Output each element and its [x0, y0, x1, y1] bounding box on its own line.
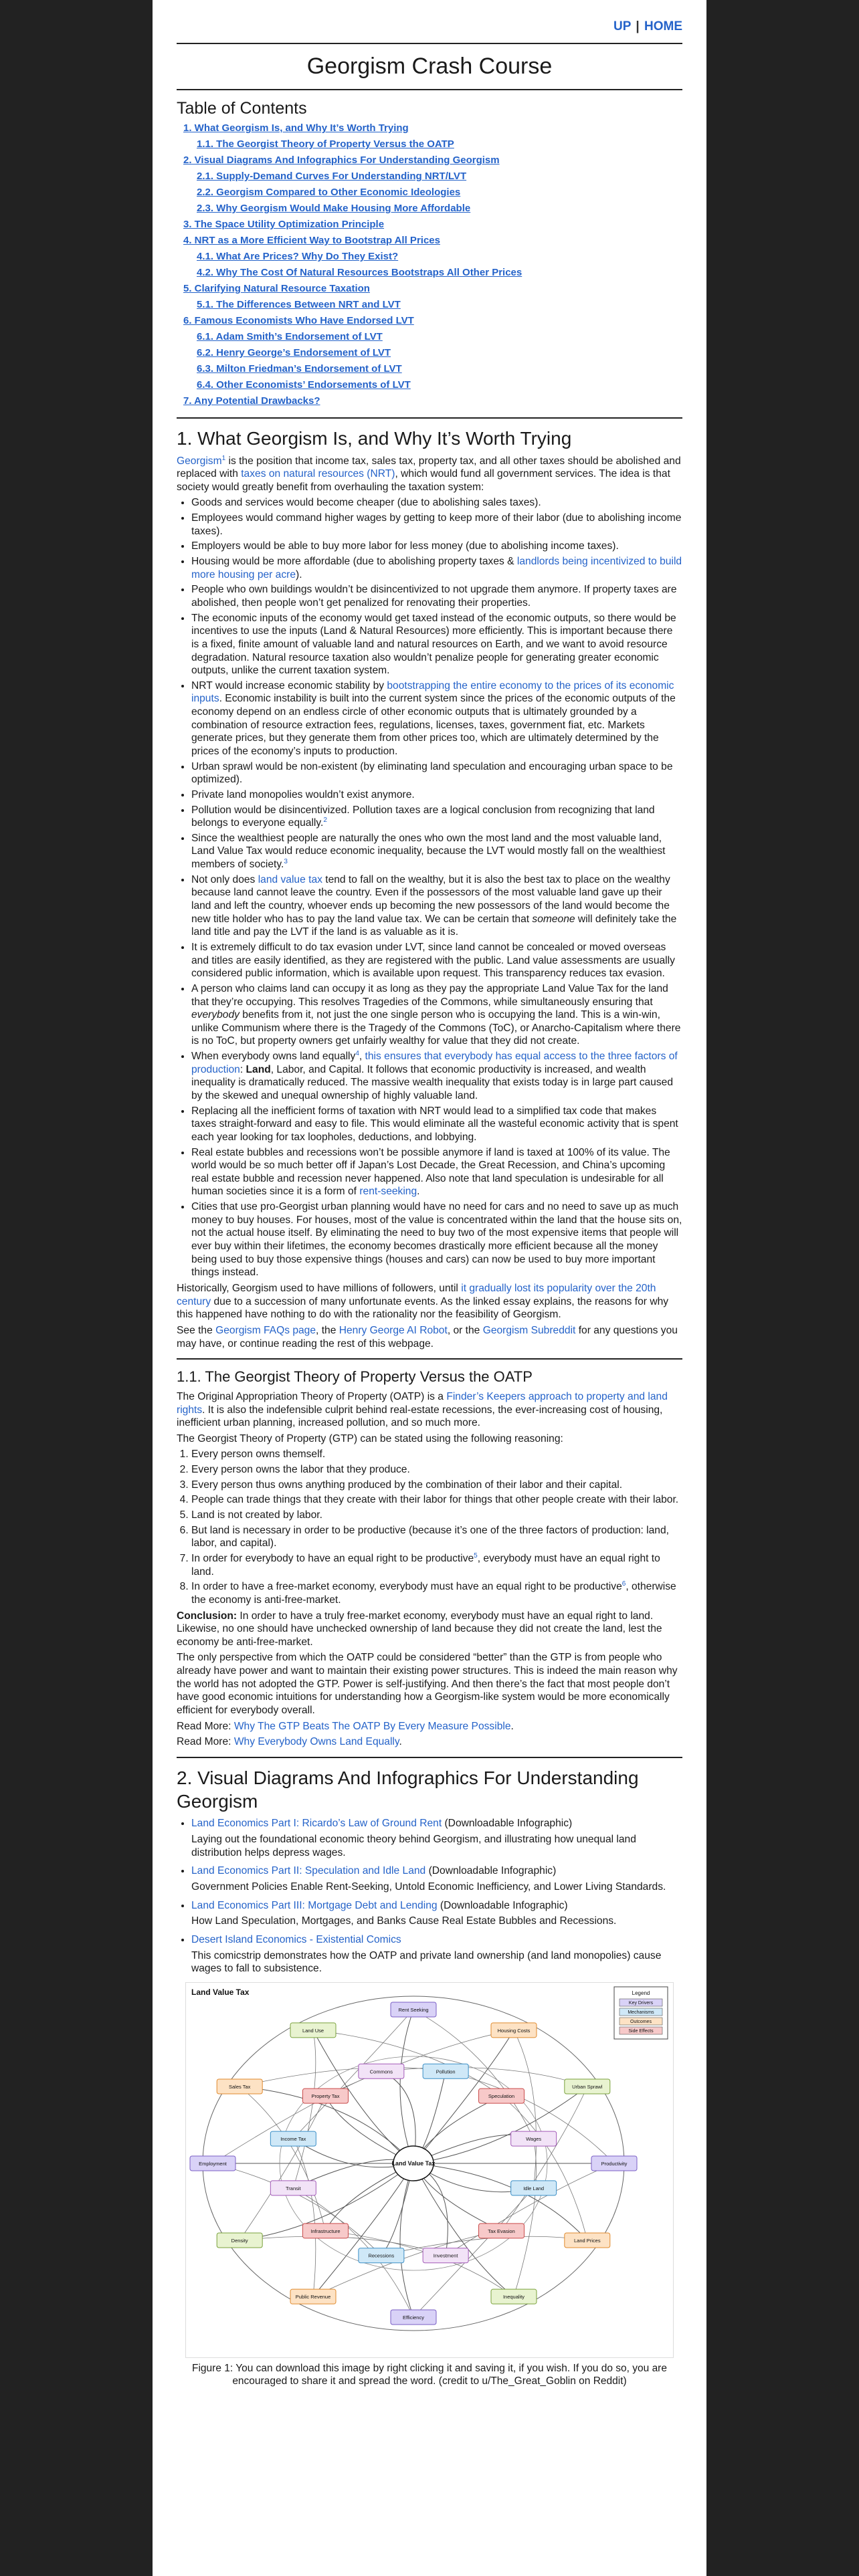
diagram-node-label: Idle Land — [523, 2185, 545, 2191]
toc-link[interactable]: 1. What Georgism Is, and Why It’s Worth Trying — [183, 122, 409, 134]
table-of-contents — [177, 120, 682, 409]
list-item: • Private land monopolies wouldn’t exist anymore. — [191, 788, 682, 802]
diagram-node-label: Land Prices — [574, 2237, 601, 2244]
toc-item — [177, 152, 682, 169]
list-item: 2. Every person owns the labor that they produce. — [191, 1463, 682, 1477]
diagram-center-label: Land Value Tax — [391, 2159, 436, 2167]
diagram-node-label: Sales Tax — [228, 2083, 251, 2090]
page-title: Georgism Crash Course — [306, 53, 553, 79]
list-item: 1. Every person owns themself. — [191, 1448, 682, 1461]
toc-link[interactable]: 2.2. Georgism Compared to Other Economic Ideologies — [197, 187, 461, 199]
power-paragraph: The only perspective from which the OATP could be considered “better” than the GTP is from people who already have power and want to maintain their existing power structures. This is indeed the main reason why the world has not adopted the GTP. Power is self-justifying. And then there’s the fact that most people don’t have good economic intuitions for understanding how a Georgism-like system would be more economically efficient for everybody overall. — [177, 1652, 678, 1716]
section-1-heading: 1. What Georgism Is, and Why It’s Worth Trying — [177, 428, 572, 449]
diagram-node-label: Inequality — [502, 2294, 525, 2300]
diagram-node-label: Land Use — [302, 2027, 324, 2034]
divider — [177, 1358, 682, 1360]
diagram-node-label: Commons — [369, 2068, 393, 2075]
toc-link[interactable]: 2.3. Why Georgism Would Make Housing More Affordable — [197, 203, 471, 215]
list-item: • Employers would be able to buy more labor for less money (due to abolishing income taxes). — [191, 540, 682, 553]
conclusion-paragraph: Conclusion: In order to have a truly free-market economy, everybody must have an equal right to land. Likewise, no one should have unchecked ownership of land because they did not create the land, lest the economy be anti-free-market. — [177, 1610, 662, 1648]
toc-link[interactable]: 4. NRT as a More Efficient Way to Bootstrap All Prices — [183, 235, 440, 247]
diagram-node-label: Public Revenue — [295, 2294, 331, 2300]
top-nav — [177, 19, 682, 35]
toc-link[interactable]: 4.1. What Are Prices? Why Do They Exist? — [197, 251, 399, 263]
diagram-node-label: Rent Seeking — [398, 2006, 429, 2013]
toc-item — [177, 136, 682, 152]
toc-item — [177, 185, 682, 201]
list-item: • When everybody owns land equally$^4$, this ensures that everybody has equal access to the three factors of production: Land, Labor, and Capital. It follows that economic productivity is increased, and wealth inequality is dramatically reduced. The massive wealth inequality that exists today is in large part caused by the skewed and unequal ownership of highly valuable land. — [191, 1050, 682, 1103]
list-item: • Employees would command higher wages by getting to keep more of their labor (due to abolishing income taxes). — [191, 512, 682, 538]
toc-item — [177, 345, 682, 361]
diagram-node-label: Pollution — [436, 2068, 456, 2075]
infographic-link[interactable]: Desert Island Economics - Existential Comics — [191, 1933, 401, 1945]
list-item: • Land Economics Part III: Mortgage Debt and Lending (Downloadable Infographic) How Land Speculation, Mortgages, and Banks Cause Real Estate Bubbles and Recessions. — [191, 1899, 682, 1928]
diagram-legend-label: Outcomes — [630, 2019, 652, 2024]
toc-item — [177, 265, 682, 281]
toc-item — [177, 201, 682, 217]
list-item: 4. People can trade things that they create with their labor for things that other people create with their labor. — [191, 1493, 682, 1507]
list-item: 5. Land is not created by labor. — [191, 1509, 682, 1522]
section-2-heading: 2. Visual Diagrams And Infographics For Understanding Georgism — [177, 1767, 639, 1812]
list-item: 7. In order for everybody to have an equal right to be productive$^5$, everybody must have an equal right to land. — [191, 1552, 682, 1578]
toc-link[interactable]: 6. Famous Economists Who Have Endorsed LVT — [183, 315, 414, 327]
nav-home-link[interactable]: HOME — [644, 19, 682, 33]
read-more: Read More: Why Everybody Owns Land Equally. — [177, 1736, 402, 1748]
gtp-beats-oatp-link[interactable]: Why The GTP Beats The OATP By Every Measure Possible — [233, 1720, 511, 1732]
footnote-ref[interactable]: 2 — [323, 817, 327, 824]
infographic-link[interactable]: Land Economics Part III: Mortgage Debt and Lending — [191, 1899, 438, 1911]
toc-link[interactable]: 2.1. Supply-Demand Curves For Understanding NRT/LVT — [197, 171, 467, 183]
list-item: • Not only does land value tax tend to fall on the wealthy, but it is also the best tax to place on the wealthy because land cannot leave the country. Even if the possessors of the most valuable land gave up their land and left the country, whoever ends up becoming the new possessors of the land would become the new title holder who has to pay the land value tax. We can be certain that someone will definitely take the land title and pay the LVT if the land is as valuable as it is. — [191, 873, 682, 939]
faq-link[interactable]: Georgism FAQs page — [215, 1324, 316, 1336]
toc-item — [177, 377, 682, 393]
footnote-ref[interactable]: 5 — [474, 1551, 478, 1560]
divider — [177, 43, 682, 44]
list-item: • Desert Island Economics - Existential Comics This comicstrip demonstrates how the OATP and private land ownership (and land monopolies) cause wages to fall to subsistence. — [191, 1933, 682, 1975]
diagram-legend-label: Mechanisms — [628, 2010, 654, 2015]
list-item: • Housing would be more affordable (due to abolishing property taxes & landlords being incentivized to build more housing per acre). — [191, 555, 682, 581]
diagram-node-label: Transit — [286, 2185, 301, 2191]
diagram-legend-label: Side Effects — [628, 2028, 654, 2034]
diagram-node-label: Density — [231, 2237, 248, 2244]
list-item: • The economic inputs of the economy would get taxed instead of the economic outputs, so there would be incentives to use the inputs (Land & Natural Resources) more efficiently. This is important because there is a fixed, finite amount of valuable land and natural resources on Earth, and we want to avoid resource degradation. Natural resource taxation also wouldn’t penalize people for generating greater economic outputs, unlike the current taxation system. — [191, 612, 682, 677]
section-1-intro: Georgism$^1$ is the position that income tax, sales tax, property tax, and all other taxes should be abolished and replaced with taxes on natural resources (NRT), which would fund all government services. The idea is that society would greatly benefit from overhauling the taxation system: — [177, 454, 681, 493]
list-item: • Replacing all the inefficient forms of taxation with NRT would lead to a simplified tax code that makes taxes straight-forward and easy to file. This would eliminate all the wasteful economic activity that is spent each year looking for tax loopholes, deductions, and lobbying. — [191, 1105, 682, 1144]
toc-link[interactable]: 3. The Space Utility Optimization Principle — [183, 219, 385, 231]
diagram-node-label: Recessions — [368, 2252, 395, 2259]
toc-link[interactable]: 4.2. Why The Cost Of Natural Resources Bootstraps All Other Prices — [197, 267, 522, 279]
oatp-paragraph: The Original Appropriation Theory of Property (OATP) is a Finder’s Keepers approach to property and land rights. It is also the indefensible culprit behind real-estate recessions, the ever-increasing cost of housing, inefficient urban planning, increased pollution, and so much more. — [177, 1390, 668, 1429]
figure-1 — [177, 1982, 682, 2388]
divider — [177, 89, 682, 90]
footnote-ref[interactable]: 4 — [355, 1049, 359, 1057]
toc-item — [177, 120, 682, 136]
toc-item — [177, 281, 682, 297]
subreddit-link[interactable]: Georgism Subreddit — [482, 1324, 576, 1336]
diagram-title: Land Value Tax — [191, 1987, 250, 1997]
list-item: • Cities that use pro-Georgist urban planning would have no need for cars and no need to save up as much money to buy houses. For houses, most of the value is concentrated within the land that the house sits on, not the actual house itself. By eliminating the need to buy two of the most expensive items that people will ever buy within their lifetimes, the economy becomes drastically more efficient because all the money being used to buy those expensive things (houses and cars) can now be used to buy more important things instead. — [191, 1200, 682, 1279]
toc-item — [177, 313, 682, 329]
infographic-link[interactable]: Land Economics Part II: Speculation and Idle Land — [191, 1865, 426, 1877]
page — [153, 0, 706, 2576]
finders-keepers-link[interactable]: Finder’s Keepers approach to property and land rights — [177, 1390, 668, 1416]
infographics-list — [177, 1817, 682, 1975]
gtp-reasoning-list — [177, 1448, 682, 1606]
toc-link[interactable]: 6.1. Adam Smith’s Endorsement of LVT — [197, 331, 383, 343]
list-item: • Real estate bubbles and recessions won’t be possible anymore if land is taxed at 100% of its value. The world would be so much better off if Japan’s Lost Decade, the Great Recession, and China’s upcoming real estate bubble and recession never happened. Also note that land speculation is undesirable for all human societies since it is a form of rent-seeking. — [191, 1146, 682, 1199]
list-item: • A person who claims land can occupy it as long as they pay the appropriate Land Value Tax for the land that they’re occupying. This resolves Tragedies of the Commons, while simultaneously ensuring that everybody benefits from it, not just the one single person who is occupying the land. This is a win-win, unlike Communism where there is the Tragedy of the Commons (ToC), or Anarcho-Capitalism where there is no ToC, but property owners get unfairly wealthy for value that they did not create. — [191, 982, 682, 1048]
owns-land-equally-link[interactable]: Why Everybody Owns Land Equally — [233, 1736, 399, 1748]
toc-link[interactable]: 7. Any Potential Drawbacks? — [183, 395, 320, 407]
toc-link[interactable]: 6.4. Other Economists’ Endorsements of LVT — [197, 379, 411, 391]
list-item: • Land Economics Part I: Ricardo’s Law of Ground Rent (Downloadable Infographic) Laying out the foundational economic theory behind Georgism, and illustrating how unequal land distribution helps depress wages. — [191, 1817, 682, 1859]
figure-caption: Figure 1: You can download this image by right clicking it and saving it, if you wish. If you do so, you are encouraged to share it and spread the word. (credit to u/The_Great_Goblin on Reddit) — [192, 2362, 667, 2387]
history-paragraph: Historically, Georgism used to have millions of followers, until it gradually lost its popularity over the 20th century due to a succession of many unfortunate events. As the linked essay explains, the reasons for why this happened have nothing to do with the rationality nor the feasibility of Georgism. — [177, 1282, 669, 1321]
toc-link[interactable]: 5.1. The Differences Between NRT and LVT — [197, 299, 401, 311]
see-also-paragraph: See the Georgism FAQs page, the Henry George AI Robot, or the Georgism Subreddit for any questions you may have, or continue reading the rest of this webpage. — [177, 1324, 678, 1350]
diagram-node-label: Housing Costs — [497, 2027, 531, 2034]
toc-item — [177, 217, 682, 233]
toc-item — [177, 233, 682, 249]
land-value-tax-link[interactable]: land value tax — [258, 873, 322, 885]
ai-robot-link[interactable]: Henry George AI Robot — [339, 1324, 448, 1336]
list-item: • NRT would increase economic stability by bootstrapping the entire economy to the prices of its economic inputs. Economic instability is built into the current system since the prices of the economic outputs of the economy depend on an endless circle of other economic outputs that is ultimately grounded by a combination of resource extraction fees, regulations, licenses, taxes, government fiat, etc. Markets generate prices, but they generate them from other prices too, which are ultimately determined by the prices of the economy’s inputs to production. — [191, 679, 682, 758]
toc-heading: Table of Contents — [177, 98, 307, 118]
toc-link[interactable]: 5. Clarifying Natural Resource Taxation — [183, 283, 370, 295]
diagram-node-label: Wages — [526, 2135, 542, 2142]
section-1-1-heading: 1.1. The Georgist Theory of Property Versus the OATP — [177, 1368, 533, 1386]
list-item: 6. But land is necessary in order to be productive (because it’s one of the three factors of production: land, labor, and capital). — [191, 1524, 682, 1550]
list-item: • Goods and services would become cheaper (due to abolishing sales taxes). — [191, 496, 682, 510]
gtp-intro: The Georgist Theory of Property (GTP) can be stated using the following reasoning: — [177, 1432, 563, 1444]
list-item: • Urban sprawl would be non-existent (by eliminating land speculation and encouraging urban space to be optimized). — [191, 760, 682, 786]
divider — [177, 1757, 682, 1758]
toc-item — [177, 329, 682, 345]
diagram-node-label: Efficiency — [403, 2314, 424, 2321]
toc-item — [177, 249, 682, 265]
read-more: Read More: Why The GTP Beats The OATP By Every Measure Possible. — [177, 1720, 514, 1732]
list-item: • It is extremely difficult to do tax evasion under LVT, since land cannot be concealed or moved overseas and titles are easily identified, as they are registered with the public. Land value assessments are usually considered public information, which is available upon request. This transparency reduces tax evasion. — [191, 941, 682, 980]
landlords-incentive-link[interactable]: landlords being incentivized to build more housing per acre — [191, 556, 682, 580]
factors-of-production-link[interactable]: this ensures that everybody has equal access to the three factors of production — [191, 1051, 678, 1075]
diagram-node-label: Income Tax — [280, 2135, 306, 2142]
toc-link[interactable]: 1.1. The Georgist Theory of Property Versus the OATP — [197, 138, 454, 150]
toc-item — [177, 361, 682, 377]
footnote-ref[interactable]: 1 — [221, 454, 226, 462]
nav-up-link[interactable]: UP — [613, 19, 632, 33]
list-item: • Land Economics Part II: Speculation and Idle Land (Downloadable Infographic) Government Policies Enable Rent-Seeking, Untold Economic Inefficiency, and Lower Living Standards. — [191, 1864, 682, 1893]
diagram-node-label: Property Tax — [311, 2093, 340, 2100]
toc-link[interactable]: 6.2. Henry George’s Endorsement of LVT — [197, 347, 391, 359]
list-item: 8. In order to have a free-market economy, everybody must have an equal right to be productive$^6$, otherwise the economy is anti-free-market. — [191, 1580, 682, 1606]
toc-link[interactable]: 2. Visual Diagrams And Infographics For Understanding Georgism — [183, 154, 500, 167]
article — [153, 0, 706, 2388]
diagram-node-label: Productivity — [601, 2160, 628, 2167]
diagram-legend-label: Key Drivers — [628, 2000, 654, 2006]
divider — [177, 417, 682, 419]
infographic-link[interactable]: Land Economics Part I: Ricardo’s Law of Ground Rent — [191, 1818, 442, 1830]
diagram-node-label: Urban Sprawl — [572, 2083, 603, 2090]
toc-item — [177, 169, 682, 185]
toc-link[interactable]: 6.3. Milton Friedman’s Endorsement of LVT — [197, 363, 402, 375]
toc-item — [177, 297, 682, 313]
list-item: 3. Every person thus owns anything produced by the combination of their labor and their capital. — [191, 1479, 682, 1492]
nrt-link[interactable]: taxes on natural resources (NRT) — [241, 468, 395, 480]
georgism-link[interactable]: Georgism — [177, 455, 222, 467]
diagram-node-label: Infrastructure — [310, 2228, 341, 2234]
bootstrapping-link[interactable]: bootstrapping the entire economy to the prices of its economic inputs — [191, 679, 674, 705]
toc-item — [177, 393, 682, 409]
lvt-diagram — [186, 1983, 673, 2357]
benefits-list — [177, 496, 682, 1279]
diagram-node-label: Investment — [433, 2252, 458, 2259]
diagram-node-label: Speculation — [488, 2093, 515, 2100]
footnote-ref[interactable]: 3 — [284, 857, 288, 865]
footnote-ref[interactable]: 6 — [622, 1580, 626, 1588]
lost-popularity-link[interactable]: it gradually lost its popularity over the 20th century — [177, 1282, 656, 1307]
lvt-diagram-image[interactable] — [185, 1982, 674, 2358]
list-item: • Since the wealthiest people are naturally the ones who own the most land and the most valuable land, Land Value Tax would reduce economic inequality, because the LVT would mostly fall on the wealthiest members of society.$^3$ — [191, 832, 682, 871]
rent-seeking-link[interactable]: rent-seeking — [359, 1186, 417, 1198]
diagram-node-label: Employment — [199, 2160, 227, 2167]
nav-separator: | — [636, 19, 640, 33]
diagram-node-label: Tax Evasion — [488, 2228, 515, 2234]
diagram-legend-title: Legend — [632, 1990, 650, 1996]
list-item: • People who own buildings wouldn’t be disincentivized to not upgrade them anymore. If property taxes are abolished, then people won’t get penalized for renovating their properties. — [191, 583, 682, 609]
list-item: • Pollution would be disincentivized. Pollution taxes are a logical conclusion from recognizing that land belongs to everyone equally.$^2$ — [191, 804, 682, 830]
